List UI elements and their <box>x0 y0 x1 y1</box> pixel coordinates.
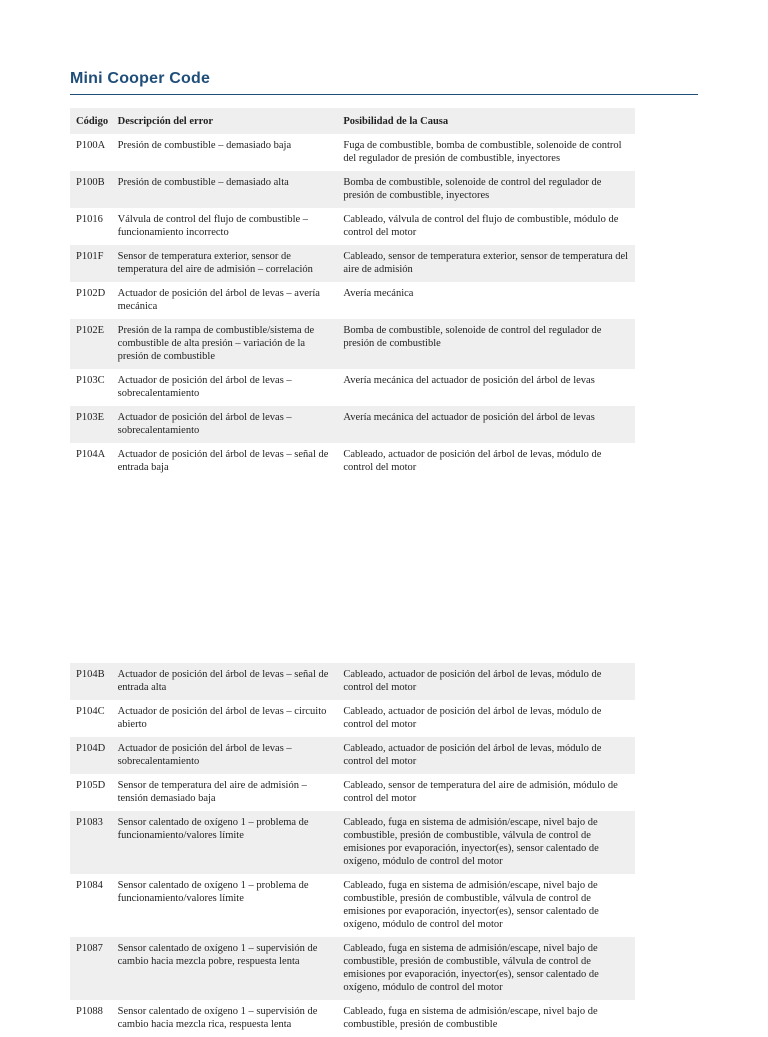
cell-code: P103C <box>76 375 105 386</box>
cell-cause: Avería mecánica del actuador de posición del árbol de levas <box>343 375 595 386</box>
codes-table-2 <box>70 663 635 1037</box>
cell-code: P102E <box>70 319 112 369</box>
table-row <box>70 134 635 171</box>
page-title: Mini Cooper Code <box>70 70 211 87</box>
table-row <box>70 369 635 406</box>
cell-cause: Bomba de combustible, solenoide de control del regulador de presión de combustible <box>337 319 635 369</box>
table-row <box>70 319 635 369</box>
cell-code: P1087 <box>70 937 112 1000</box>
cell-cause: Cableado, sensor de temperatura del aire de admisión, módulo de control del motor <box>343 780 618 804</box>
table-row <box>70 874 635 937</box>
cell-description: Actuador de posición del árbol de levas – señal de entrada alta <box>112 663 338 700</box>
cell-cause: Cableado, actuador de posición del árbol de levas, módulo de control del motor <box>343 449 602 473</box>
header-description: Descripción del error <box>112 108 338 134</box>
table-header-row <box>70 108 635 134</box>
cell-code: P102D <box>76 288 106 299</box>
table-row <box>70 1000 635 1037</box>
cell-cause: Fuga de combustible, bomba de combustible, solenoide de control del regulador de presión de combustible, inyectores <box>343 140 622 164</box>
cell-description: Actuador de posición del árbol de levas – señal de entrada baja <box>117 449 329 473</box>
cell-description: Sensor de temperatura del aire de admisión – tensión demasiado baja <box>117 780 307 804</box>
cell-description: Actuador de posición del árbol de levas – avería mecánica <box>117 288 320 312</box>
cell-cause: Bomba de combustible, solenoide de control del regulador de presión de combustible, inyectores <box>337 171 635 208</box>
header-cause: Posibilidad de la Causa <box>337 108 635 134</box>
cell-description: Actuador de posición del árbol de levas – sobrecalentamiento <box>117 375 292 399</box>
cell-description: Sensor calentado de oxígeno 1 – supervisión de cambio hacia mezcla pobre, respuesta lenta <box>112 937 338 1000</box>
cell-description: Actuador de posición del árbol de levas – sobrecalentamiento <box>112 406 338 443</box>
cell-code: P1083 <box>70 811 112 874</box>
cell-description: Sensor calentado de oxígeno 1 – supervisión de cambio hacia mezcla rica, respuesta lenta <box>117 1006 318 1030</box>
cell-cause: Cableado, fuga en sistema de admisión/escape, nivel bajo de combustible, presión de combustible <box>343 1006 598 1030</box>
cell-cause: Cableado, fuga en sistema de admisión/escape, nivel bajo de combustible, presión de combustible, válvula de control de emisiones por evaporación, inyector(es), sensor calentado de oxígeno, módulo de control del motor <box>337 811 635 874</box>
cell-cause: Cableado, actuador de posición del árbol de levas, módulo de control del motor <box>337 663 635 700</box>
table-row <box>70 700 635 737</box>
cell-code: P100A <box>76 140 106 151</box>
cell-description: Presión de combustible – demasiado alta <box>112 171 338 208</box>
cell-cause: Cableado, fuga en sistema de admisión/escape, nivel bajo de combustible, presión de combustible, válvula de control de emisiones por evaporación, inyector(es), sensor calentado de oxígeno, módulo de control del motor <box>343 880 599 930</box>
cell-cause: Cableado, válvula de control del flujo de combustible, módulo de control del motor <box>343 214 619 238</box>
cell-cause: Avería mecánica del actuador de posición del árbol de levas <box>337 406 635 443</box>
cell-description: Presión de la rampa de combustible/sistema de combustible de alta presión – variación de la presión de combustible <box>112 319 338 369</box>
codes-table-1 <box>70 108 635 480</box>
cell-code: P101F <box>70 245 112 282</box>
table-row <box>70 406 635 443</box>
cell-code: P1088 <box>76 1006 103 1017</box>
cell-description: Sensor de temperatura exterior, sensor de temperatura del aire de admisión – correlación <box>112 245 338 282</box>
cell-code: P100B <box>70 171 112 208</box>
cell-code: P104D <box>70 737 112 774</box>
table-row <box>70 737 635 774</box>
cell-description: Sensor calentado de oxígeno 1 – problema de funcionamiento/valores límite <box>117 880 309 904</box>
cell-cause: Cableado, fuga en sistema de admisión/escape, nivel bajo de combustible, presión de combustible, válvula de control de emisiones por evaporación, inyector(es), sensor calentado de oxígeno, módulo de control del motor <box>337 937 635 1000</box>
cell-description: Sensor calentado de oxígeno 1 – problema de funcionamiento/valores límite <box>112 811 338 874</box>
table-row <box>70 937 635 1000</box>
cell-description: Actuador de posición del árbol de levas – sobrecalentamiento <box>112 737 338 774</box>
cell-code: P1016 <box>76 214 103 225</box>
cell-description: Presión de combustible – demasiado baja <box>117 140 292 151</box>
table-row <box>70 245 635 282</box>
header-code: Código <box>70 108 112 134</box>
table-row <box>70 208 635 245</box>
cell-cause: Cableado, actuador de posición del árbol de levas, módulo de control del motor <box>343 706 602 730</box>
table-row <box>70 171 635 208</box>
cell-code: P103E <box>70 406 112 443</box>
cell-code: P105D <box>76 780 106 791</box>
table-row <box>70 663 635 700</box>
cell-code: P104C <box>76 706 105 717</box>
cell-cause: Avería mecánica <box>343 288 414 299</box>
cell-code: P104A <box>76 449 106 460</box>
table-row <box>70 774 635 811</box>
cell-code: P1084 <box>76 880 103 891</box>
cell-description: Actuador de posición del árbol de levas – circuito abierto <box>117 706 327 730</box>
cell-code: P104B <box>70 663 112 700</box>
cell-description: Válvula de control del flujo de combustible – funcionamiento incorrecto <box>117 214 309 238</box>
table-row <box>70 443 635 480</box>
cell-cause: Cableado, sensor de temperatura exterior, sensor de temperatura del aire de admisión <box>337 245 635 282</box>
title-divider <box>70 94 698 95</box>
table-row <box>70 811 635 874</box>
cell-cause: Cableado, actuador de posición del árbol de levas, módulo de control del motor <box>337 737 635 774</box>
table-row <box>70 282 635 319</box>
